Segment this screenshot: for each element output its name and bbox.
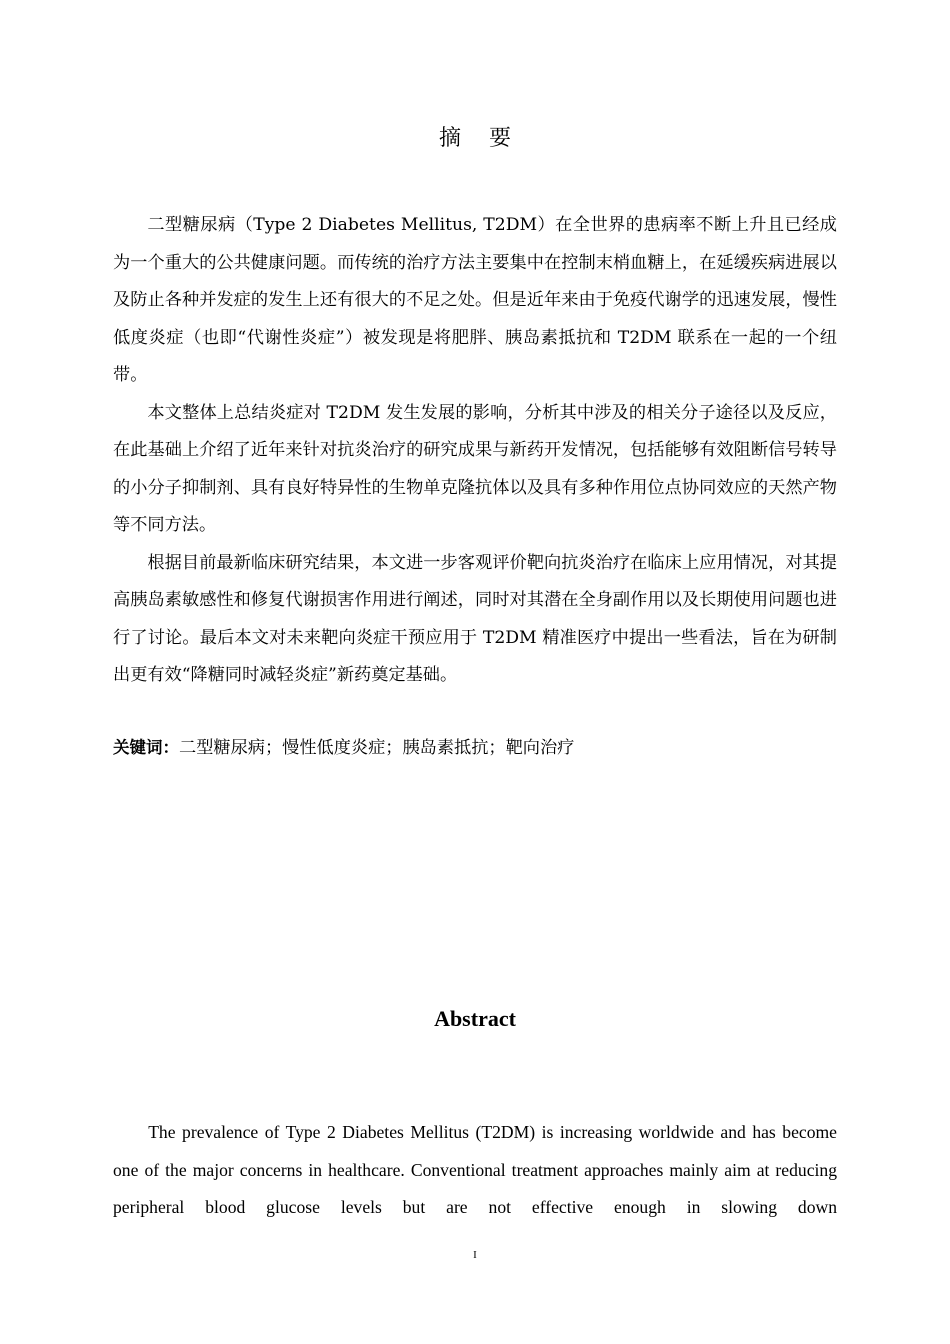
chinese-abstract-paragraph-2: 本文整体上总结炎症对 T2DM 发生发展的影响，分析其中涉及的相关分子途径以及反应，在此基础上介绍了近年来针对抗炎治疗的研究成果与新药开发情况，包括能够有效阻断信号转导的小分子抑制剂、具有良好特异性的生物单克隆抗体以及具有多种作用位点协同效应的天然产物等不同方法。	[113, 402, 837, 535]
page-number: I	[473, 1249, 477, 1261]
chinese-abstract-paragraph-1: 二型糖尿病（Type 2 Diabetes Mellitus, T2DM）在全世界的患病率不断上升且已经成为一个重大的公共健康问题。而传统的治疗方法主要集中在控制末梢血糖上，在延缓疾病进展以及防止各种并发症的发生上还有很大的不足之处。但是近年来由于免疫代谢学的迅速发展，慢性低度炎症（也即“代谢性炎症”）被发现是将肥胖、胰岛素抵抗和 T2DM 联系在一起的一个纽带。	[113, 215, 837, 385]
keywords-list: 二型糖尿病；慢性低度炎症；胰岛素抵抗；靶向治疗	[179, 738, 575, 758]
english-abstract-body	[113, 1114, 837, 1227]
chinese-abstract-paragraph-3: 根据目前最新临床研究结果，本文进一步客观评价靶向抗炎治疗在临床上应用情况，对其提高胰岛素敏感性和修复代谢损害作用进行阐述，同时对其潜在全身副作用以及长期使用问题也进行了讨论。最后本文对未来靶向炎症干预应用于 T2DM 精准医疗中提出一些看法，旨在为研制出更有效“降糖同时减轻炎症”新药奠定基础。	[113, 552, 837, 685]
keywords-label: 关键词：	[113, 738, 179, 757]
chinese-abstract-body	[113, 207, 837, 695]
chinese-keywords	[113, 729, 837, 767]
english-abstract-title: Abstract	[434, 1006, 516, 1031]
chinese-abstract-title: 摘要	[438, 126, 539, 151]
english-abstract-paragraph: The prevalence of Type 2 Diabetes Mellitus (T2DM) is increasing worldwide and has become one of the major concerns in healthcare. Conventional treatment approaches mainly aim at reducing peripheral blood glucose levels but are not effective enough in slowing down	[113, 1122, 837, 1217]
